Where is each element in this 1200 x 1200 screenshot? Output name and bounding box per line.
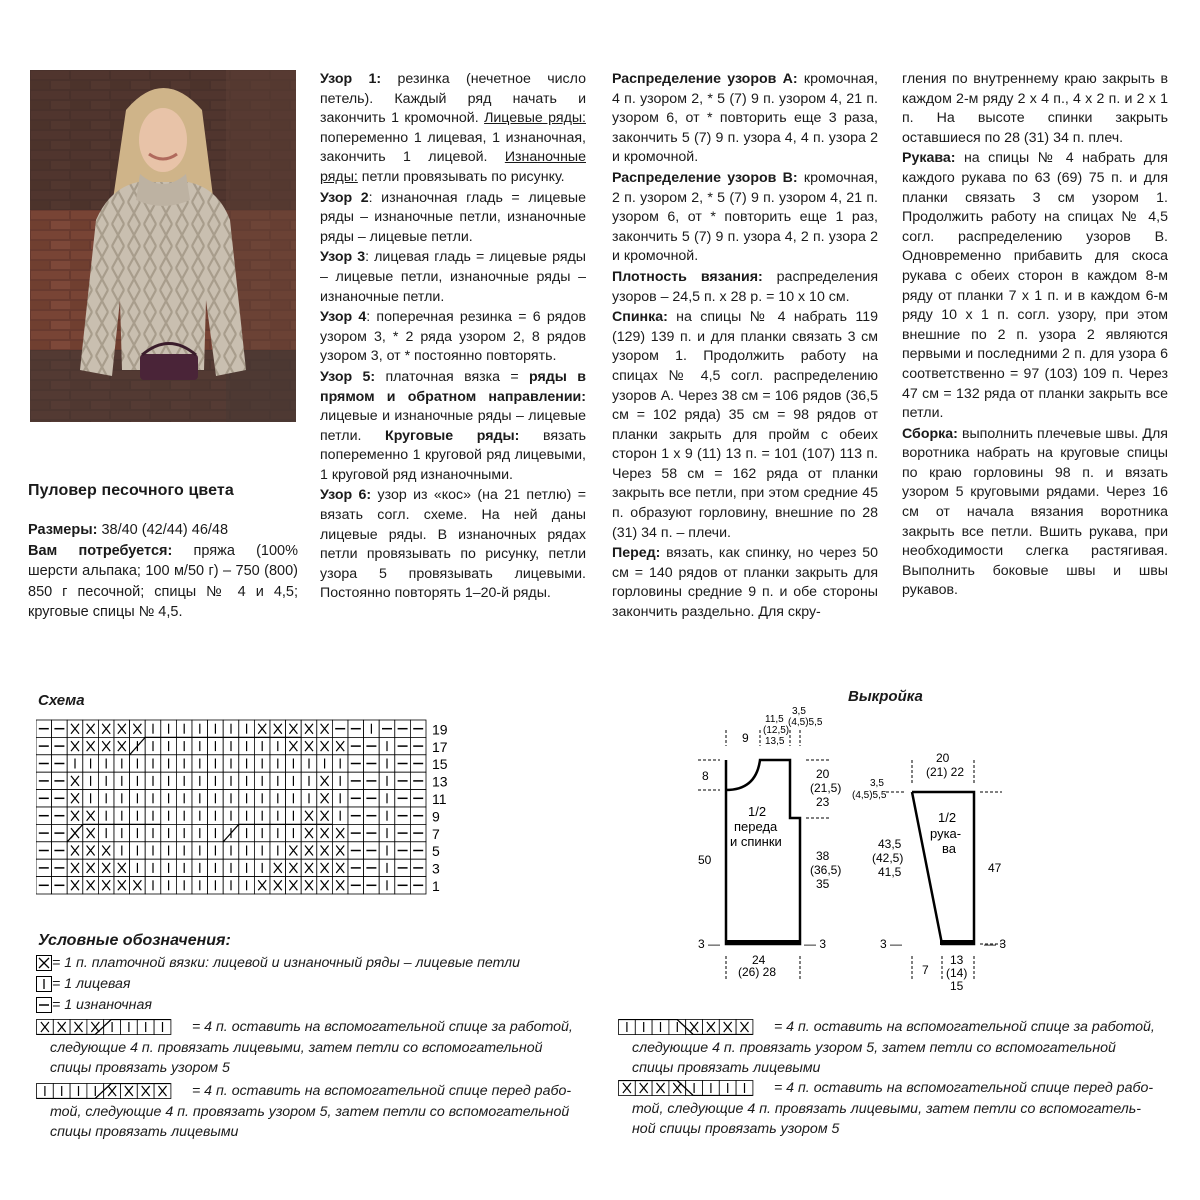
distribution-a-text: кромочная, 4 п. узором 2, * 5 (7) 9 п. узором 4, 21 п. узором 6, от * повторить еще 3 раза, закончить 5 (7) 9 п. узора 4, 4 п. узора 2 и кромочной. xyxy=(612,71,878,166)
sweater-photo xyxy=(30,70,296,422)
legend-title: Условные обозначения: xyxy=(38,932,231,949)
x-symbol-icon xyxy=(36,953,52,974)
pattern-2-text: : изнаночная гладь = лицевые ряды – изнаночные петли, изнаночные ряды – лицевые петли. xyxy=(320,189,587,245)
pattern-1-text-a: резинка (нечетное число петель). Каждый ряд начать и закончить 1 кромочной. xyxy=(320,71,586,127)
scheme-title: Схема xyxy=(38,692,85,709)
sleeve-label-435: 43,5 xyxy=(878,837,902,851)
legend-cable-2-line3: спицы провязать лицевыми xyxy=(50,1124,239,1140)
sleeve-label-3-right: — 3 xyxy=(984,937,1007,951)
pattern-1-text-c: петли провязывать по рисунку. xyxy=(357,168,565,185)
distribution-a-label: Распределение узоров А: xyxy=(612,71,798,87)
pattern-label-right-23: 23 xyxy=(816,795,830,809)
legend-cable-3-line1: = 4 п. оставить на вспомогательной спице за работой, xyxy=(770,1019,1155,1035)
pattern-4-label: Узор 4 xyxy=(320,309,367,326)
distribution-b-text: кромочная, 2 п. узором 2, * 5 (7) 9 п. узором 4, 21 п. узором 6, от * повторить еще 1 раз, закончить 5 (7) 9 п. узора 4, 2 п. узора 2 и кромочной. xyxy=(612,169,878,265)
sleeve-label-425: (42,5) xyxy=(872,851,904,865)
page-title: Пуловер песочного цвета xyxy=(28,482,234,499)
legend-cable-1-line3: спицы провязать узором 5 xyxy=(50,1060,230,1076)
legend-cable-3 xyxy=(618,1017,1155,1079)
back-label: Спинка: xyxy=(612,309,668,326)
legend-cable-4-line1: = 4 п. оставить на вспомогательной спице перед рабо- xyxy=(770,1080,1154,1096)
pattern-label-right-215: (21,5) xyxy=(810,781,842,795)
sizes-label: Размеры: xyxy=(28,522,98,538)
pattern-1-label: Узор 1: xyxy=(320,71,382,87)
sizes-block xyxy=(28,520,298,623)
pattern-label-left-50: 50 xyxy=(698,853,712,867)
legend-cable-1 xyxy=(36,1017,573,1079)
sleeve-label-7: 7 xyxy=(922,963,929,977)
chart-row-number: 11 xyxy=(432,791,447,807)
sleeve-label-35: 3,5 xyxy=(870,778,884,789)
sleeve-label-47: 47 xyxy=(988,861,1002,875)
pattern-3-text: : лицевая гладь = лицевые ряды – лицевые петли, изнаночные ряды – изнаночные петли. xyxy=(320,249,586,305)
front-continued-paragraph: гления по внутреннему краю закрыть в каждом 2-м ряду 2 x 4 п., 4 x 2 п. и 2 x 1 п. На высоте спинки закрыть оставшиеся по 28 (31) 34 п. плеч. xyxy=(902,71,1168,146)
materials-label: Вам потребуется: xyxy=(28,542,173,559)
legend-cable-4-line2: той, следующие 4 п. провязать лицевыми, затем петли со вспомогатель- xyxy=(632,1100,1141,1117)
chart-row-number: 5 xyxy=(432,843,440,860)
pattern-3-label: Узор 3 xyxy=(320,249,366,266)
legend-cable-4 xyxy=(618,1078,1153,1140)
front-text: вязать, как спинку, но через 50 см = 140 рядов от планки закрыть для горловины средние 9 п. и обе стороны закончить раздельно. Для скру- xyxy=(612,545,878,621)
sizes-value: 38/40 (42/44) 46/48 xyxy=(97,522,229,538)
front-label: Перед: xyxy=(612,545,661,562)
cable-front-pattern5-icon xyxy=(618,1080,770,1096)
sleeve-label-20: 20 xyxy=(936,751,950,765)
materials-value: пряжа (100% шерсти альпака; 100 м/50 г) – 750 (800) 850 г песочной; спицы № 4 и 4,5; круговые спицы № 4,5. xyxy=(28,542,299,620)
sewing-pattern xyxy=(690,700,1020,1005)
pattern-6-paragraph xyxy=(320,486,586,604)
sleeve-label-3-left: 3 — xyxy=(880,937,903,951)
pattern-5-label: Узор 5: xyxy=(320,368,376,385)
pattern-label-bottom-3-right: — 3 xyxy=(804,937,827,951)
body-back-label: и спинки xyxy=(730,834,782,849)
pattern-5-text-c: вязать попеременно 1 круговой ряд лицевыми, 1 круговой ряд изнаночными. xyxy=(320,427,586,483)
back-paragraph xyxy=(612,308,878,543)
legend-knit-text: = 1 лицевая xyxy=(52,976,131,992)
pattern-5-text-a: платочная вязка = xyxy=(375,368,530,385)
pattern-label-right-20: 20 xyxy=(816,767,830,781)
stitch-chart xyxy=(36,718,456,911)
pattern-title: Выкройка xyxy=(848,688,923,705)
chart-row-number: 17 xyxy=(432,738,448,755)
pattern-label-right-35: 35 xyxy=(816,877,830,891)
pattern-label-top-9: 9 xyxy=(742,731,749,745)
legend-cable-1-line2: следующие 4 п. провязать лицевыми, затем петли со вспомогательной xyxy=(50,1039,543,1056)
legend-x-row xyxy=(36,953,520,974)
text-column-2 xyxy=(612,70,878,624)
pattern-5-round: Круговые ряды: xyxy=(385,427,520,444)
pattern-label-top-135: 13,5 xyxy=(765,736,785,747)
legend-x-text: = 1 п. платочной вязки: лицевой и изнаночный ряды – лицевые петли xyxy=(52,955,521,971)
sleeve-label-2122: (21) 22 xyxy=(926,765,965,779)
sleeve-label-line2: рука- xyxy=(930,826,962,841)
pattern-label-top-125: (12,5) xyxy=(763,725,790,736)
pattern-6-label: Узор 6: xyxy=(320,487,372,504)
sleeve-label-14: (14) xyxy=(946,966,968,980)
text-column-1 xyxy=(320,70,586,605)
legend-purl-row xyxy=(36,995,152,1016)
cable-back-knit-icon xyxy=(36,1019,188,1035)
legend-cable-3-line3: спицы провязать лицевыми xyxy=(632,1060,821,1076)
legend-cable-1-line1: = 4 п. оставить на вспомогательной спице за работой, xyxy=(188,1019,573,1035)
cable-back-pattern5-icon xyxy=(618,1019,770,1035)
pattern-label-top-115: 11,5 xyxy=(765,714,784,725)
distribution-b-label: Распределение узоров В: xyxy=(612,169,798,186)
chart-row-number: 15 xyxy=(432,756,448,773)
back-text: на спицы № 4 набрать 119 (129) 139 п. и для планки связать 3 см узором 1. Продолжить работу на спицах № 4,5 согл. распределению узоров А. Через 38 см = 106 рядов (36,5 см = 102 ряда) 35 см = 98 рядов от планки закрыть для пройм с обеих сторон 1 x 9 (11) 13 п. = 101 (107) 113 п. Через 58 см = 162 ряда от планки закрыть все петли, при этом средние 45 п. образуют горловину, внешние по 28 (31) 34 п. – плечи. xyxy=(612,309,878,541)
pattern-1-text-b: попеременно 1 лицевая, 1 изнаночная, закончить 1 лицевой. xyxy=(320,129,586,166)
text-column-3 xyxy=(902,70,1168,602)
assembly-text: выполнить плечевые швы. Для воротника набрать на круговые спицы по краю горловины 98 п. и вязать узором 5 круговыми рядами. Через 16 см от начала вязания воротника закрыть все петли. Вшить рукава, при необходимости слегка растягивая. Выполнить боковые швы и швы рукавов. xyxy=(902,425,1168,599)
sleeve-label-15: 15 xyxy=(950,979,964,993)
pattern-5-paragraph xyxy=(320,368,586,486)
distribution-a-paragraph xyxy=(612,70,878,168)
pattern-5-bold: ряды в прямом и обратном направлении: xyxy=(320,368,586,405)
pattern-label-bottom-3-left: 3 — xyxy=(698,937,721,951)
chart-row-number: 1 xyxy=(432,878,440,894)
legend-cable-2 xyxy=(36,1081,571,1143)
pattern-1-purl-rows: Изнаночные ряды: xyxy=(320,149,586,185)
legend-knit-row xyxy=(36,974,131,995)
pattern-label-top-4555: (4,5)5,5 xyxy=(788,717,823,728)
legend-cable-2-line1: = 4 п. оставить на вспомогательной спице перед рабо- xyxy=(188,1083,572,1099)
knit-symbol-icon xyxy=(36,974,52,995)
legend-cable-4-line3: ной спицы провязать узором 5 xyxy=(632,1121,840,1137)
purl-symbol-icon xyxy=(36,995,52,1016)
legend-cable-3-line2: следующие 4 п. провязать узором 5, затем петли со вспомогательной xyxy=(632,1039,1116,1056)
pattern-5-text-b: лицевые и изнаночные ряды – лицевые петли. xyxy=(320,408,586,444)
sleeves-text: на спицы № 4 набрать для каждого рукава по 63 (69) 75 п. и для планки связать 3 см узором 1. Продолжить работу на спицах № 4,5 согл. распределению узоров В. Одновременно прибавить для скоса рукава с обеих сторон в каждом 8-м ряду от планки 7 x 1 п. и в каждом 6-м ряду 10 x 1 п. согл. узору, при этом внешние по 2 п. узора 2 являются первыми и последними 2 п. для узора 6 соответственно = 97 (103) 109 п. Через 47 см = 132 ряда от планки закрыть все петли. xyxy=(902,150,1168,422)
pattern-4-text: : поперечная резинка = 6 рядов узором 3, * 2 ряда узором 2, 8 рядов узором 3, от * постоянно повторять. xyxy=(320,309,587,365)
front-paragraph xyxy=(612,544,878,622)
sleeve-half-label: 1/2 xyxy=(938,810,957,825)
chart-row-number: 13 xyxy=(432,773,448,790)
sleeve-label-4555: (4,5)5,5 xyxy=(852,790,887,801)
body-front-label: переда xyxy=(734,819,778,834)
pattern-label-right-38: 38 xyxy=(816,849,830,863)
photo-illustration xyxy=(30,70,296,422)
pattern-4-paragraph xyxy=(320,308,586,367)
pattern-2-paragraph xyxy=(320,189,586,248)
pattern-1-face-rows: Лицевые ряды: xyxy=(484,110,586,127)
sewing-pattern-drawing xyxy=(690,700,1020,1000)
pattern-label-right-365: (36,5) xyxy=(810,863,842,877)
pattern-3-paragraph xyxy=(320,248,586,307)
pattern-label-top-35: 3,5 xyxy=(792,706,806,717)
stitch-chart-grid xyxy=(36,718,456,906)
pattern-6-text: узор из «кос» (на 21 петлю) = вязать согл. схеме. На ней даны лицевые ряды. В изнаночных рядах петли провязывать по рисунку, петли узора 5 провязывать лицевыми. Постоянно повторять 1–20-й ряды. xyxy=(320,487,586,602)
cable-front-knit-icon xyxy=(36,1083,188,1099)
pattern-label-left-8: 8 xyxy=(702,769,709,783)
legend-purl-text: = 1 изнаночная xyxy=(52,997,152,1013)
pattern-label-bottom-2628: (26) 28 xyxy=(738,965,777,979)
chart-row-number: 9 xyxy=(432,808,440,825)
sleeve-label-13: 13 xyxy=(950,953,964,967)
assembly-paragraph xyxy=(902,425,1168,601)
chart-row-number: 3 xyxy=(432,860,440,877)
sleeves-label: Рукава: xyxy=(902,150,956,167)
chart-row-number: 19 xyxy=(432,721,448,738)
distribution-b-paragraph xyxy=(612,169,878,267)
pattern-label-bottom-24: 24 xyxy=(752,953,766,967)
density-label: Плотность вязания: xyxy=(612,268,763,285)
sleeve-label-line3: ва xyxy=(942,841,956,856)
density-paragraph xyxy=(612,268,878,307)
density-text: распределения узоров – 24,5 п. x 28 р. = 10 x 10 см. xyxy=(612,268,879,305)
pattern-1-paragraph xyxy=(320,70,586,188)
assembly-label: Сборка: xyxy=(902,425,958,442)
pattern-2-label: Узор 2 xyxy=(320,189,369,206)
body-half-label: 1/2 xyxy=(748,804,767,819)
chart-row-number: 7 xyxy=(432,825,440,842)
sleeves-paragraph xyxy=(902,149,1168,423)
sleeve-label-415: 41,5 xyxy=(878,865,902,879)
legend-cable-2-line2: той, следующие 4 п. провязать узором 5, затем петли со вспомогательной xyxy=(50,1103,570,1120)
